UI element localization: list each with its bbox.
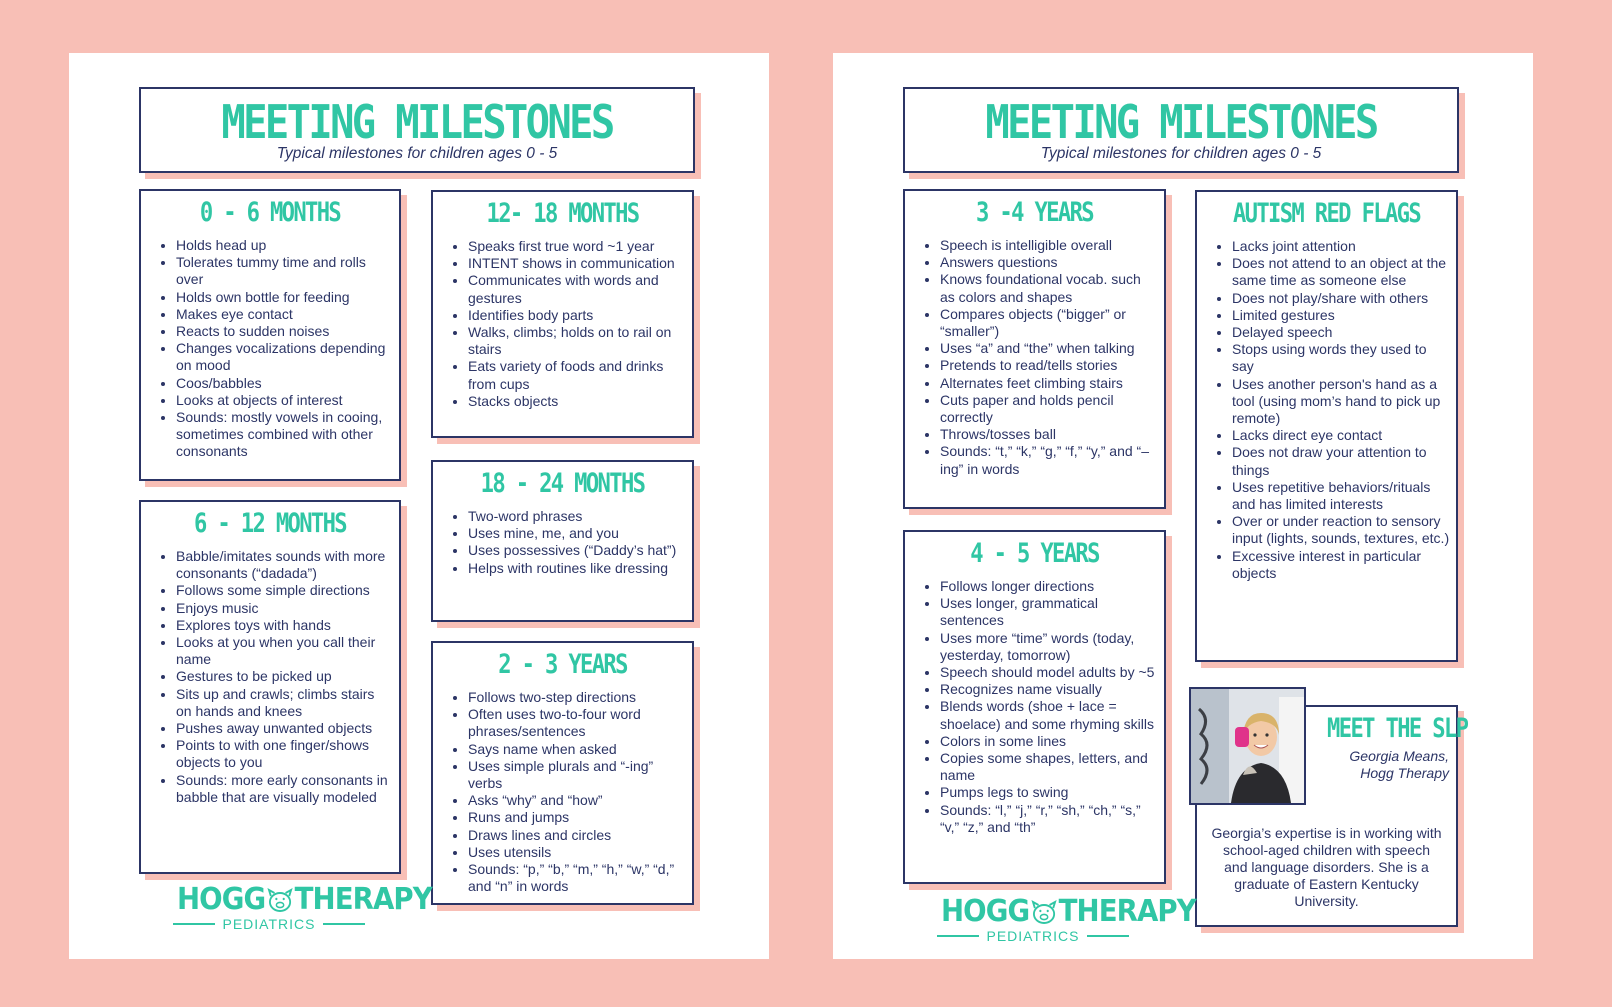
milestone-list xyxy=(141,237,399,461)
slp-photo-image xyxy=(1191,689,1304,803)
page-1 xyxy=(69,53,769,959)
milestone-item: • Stacks objects xyxy=(468,393,686,410)
milestone-item: • Makes eye contact xyxy=(176,306,393,323)
milestone-item: • Pushes away unwanted objects xyxy=(176,720,393,737)
pig-icon xyxy=(1030,900,1058,926)
slp-name-line-2: Hogg Therapy xyxy=(1360,765,1449,781)
logo-subtitle: PEDIATRICS xyxy=(986,928,1080,944)
milestone-item: • Says name when asked xyxy=(468,741,686,758)
milestone-list xyxy=(905,237,1164,478)
page-2-header xyxy=(903,87,1459,173)
section-title: 3 -4 YEARS xyxy=(976,197,1093,228)
section-title: 4 - 5 YEARS xyxy=(970,538,1099,569)
milestone-item: • Blends words (shoe + lace = shoelace) and some rhyming skills xyxy=(940,698,1158,732)
milestone-item: • Recognizes name visually xyxy=(940,681,1158,698)
section-title: 6 - 12 MONTHS xyxy=(194,508,346,539)
milestone-item: • Holds head up xyxy=(176,237,393,254)
milestone-item: • Enjoys music xyxy=(176,600,393,617)
milestone-item: • Stops using words they used to say xyxy=(1232,341,1450,375)
milestone-list xyxy=(1197,238,1456,582)
milestone-item: • Sits up and crawls; climbs stairs on hands and knees xyxy=(176,686,393,720)
milestone-item: • Uses longer, grammatical sentences xyxy=(940,595,1158,629)
milestone-item: • Explores toys with hands xyxy=(176,617,393,634)
page-subtitle: Typical milestones for children ages 0 - 5 xyxy=(1040,145,1322,162)
milestone-item: • Excessive interest in particular objects xyxy=(1232,548,1450,582)
milestone-item: • Uses simple plurals and “-ing” verbs xyxy=(468,758,686,792)
milestone-item: • Helps with routines like dressing xyxy=(468,560,686,577)
milestone-list xyxy=(141,548,399,806)
page-1-header xyxy=(139,87,695,173)
section-18-24-months xyxy=(431,460,694,622)
milestone-item: • Sounds: “t,” “k,” “g,” “f,” “y,” and “–ing” in words xyxy=(940,443,1158,477)
milestone-item: • Cuts paper and holds pencil correctly xyxy=(940,392,1158,426)
logo-text-left: HOGG xyxy=(177,882,266,917)
milestone-item: • Tolerates tummy time and rolls over xyxy=(176,254,393,288)
milestone-item: • Gestures to be picked up xyxy=(176,668,393,685)
milestone-item: • Sounds: “p,” “b,” “m,” “h,” “w,” “d,” and “n” in words xyxy=(468,861,686,895)
milestone-item: • Pretends to read/tells stories xyxy=(940,357,1158,374)
milestone-item: • Sounds: mostly vowels in cooing, sometimes combined with other consonants xyxy=(176,409,393,461)
slp-bio: Georgia’s expertise is in working with school-aged children with speech and language disorders. She is a graduate of Eastern Kentucky University. xyxy=(1211,825,1442,909)
slp-title: MEET THE SLP xyxy=(1327,713,1468,744)
milestone-item: • Lacks direct eye contact xyxy=(1232,427,1450,444)
milestone-list xyxy=(905,578,1164,836)
milestone-item: • Uses repetitive behaviors/rituals and has limited interests xyxy=(1232,479,1450,513)
milestone-item: • Knows foundational vocab. such as colors and shapes xyxy=(940,271,1158,305)
milestone-list xyxy=(433,238,692,410)
milestone-item: • Often uses two-to-four word phrases/sentences xyxy=(468,706,686,740)
slp-photo xyxy=(1189,687,1306,805)
milestone-item: • Limited gestures xyxy=(1232,307,1450,324)
hogg-therapy-logo xyxy=(169,882,432,932)
milestone-item: • Answers questions xyxy=(940,254,1158,271)
milestone-item: • Coos/babbles xyxy=(176,375,393,392)
section-0-6-months xyxy=(139,189,401,481)
milestone-item: • Pumps legs to swing xyxy=(940,784,1158,801)
milestone-item: • Does not draw your attention to things xyxy=(1232,444,1450,478)
milestone-item: • Looks at objects of interest xyxy=(176,392,393,409)
milestone-item: • Does not play/share with others xyxy=(1232,290,1450,307)
milestone-item: • Two-word phrases xyxy=(468,508,686,525)
milestone-item: • Delayed speech xyxy=(1232,324,1450,341)
section-title: AUTISM RED FLAGS xyxy=(1232,198,1421,229)
milestone-item: • Colors in some lines xyxy=(940,733,1158,750)
milestone-item: • Uses mine, me, and you xyxy=(468,525,686,542)
page-title: MEETING MILESTONES xyxy=(985,95,1377,149)
milestone-item: • Uses utensils xyxy=(468,844,686,861)
section-2-3-years xyxy=(431,641,694,905)
milestone-item: • Copies some shapes, letters, and name xyxy=(940,750,1158,784)
milestone-item: • Walks, climbs; holds on to rail on stairs xyxy=(468,324,686,358)
slp-name-line-1: Georgia Means, xyxy=(1349,748,1449,764)
milestone-item: • Reacts to sudden noises xyxy=(176,323,393,340)
page-subtitle: Typical milestones for children ages 0 - 5 xyxy=(276,145,558,162)
milestone-item: • Speech should model adults by ~5 xyxy=(940,664,1158,681)
milestone-item: • Runs and jumps xyxy=(468,809,686,826)
milestone-item: • Asks “why” and “how” xyxy=(468,792,686,809)
page-2 xyxy=(833,53,1533,959)
milestone-item: • Speaks first true word ~1 year xyxy=(468,238,686,255)
milestone-item: • Speech is intelligible overall xyxy=(940,237,1158,254)
logo-subtitle: PEDIATRICS xyxy=(222,916,316,932)
milestone-item: • Uses possessives (“Daddy’s hat”) xyxy=(468,542,686,559)
logo-text-right: THERAPY xyxy=(1058,894,1196,929)
milestone-item: • Communicates with words and gestures xyxy=(468,272,686,306)
section-4-5-years xyxy=(903,530,1166,884)
milestone-item: • Uses more “time” words (today, yesterday, tomorrow) xyxy=(940,630,1158,664)
milestone-item: • Uses “a” and “the” when talking xyxy=(940,340,1158,357)
section-title: 2 - 3 YEARS xyxy=(498,649,627,680)
milestone-item: • Holds own bottle for feeding xyxy=(176,289,393,306)
section-title: 12- 18 MONTHS xyxy=(486,198,639,229)
section-title: 18 - 24 MONTHS xyxy=(480,468,645,499)
section-autism-red-flags xyxy=(1195,190,1458,662)
milestone-item: • Sounds: “l,” “j,” “r,” “sh,” “ch,” “s,” “v,” “z,” and “th” xyxy=(940,802,1158,836)
milestone-item: • Changes vocalizations depending on mood xyxy=(176,340,393,374)
logo-text-left: HOGG xyxy=(941,894,1030,929)
milestone-list xyxy=(433,689,692,895)
logo-text-right: THERAPY xyxy=(294,882,432,917)
hogg-therapy-logo xyxy=(933,894,1196,944)
section-3-4-years xyxy=(903,189,1166,509)
milestone-item: • Identifies body parts xyxy=(468,307,686,324)
milestone-item: • Follows two-step directions xyxy=(468,689,686,706)
section-12-18-months xyxy=(431,190,694,438)
milestone-list xyxy=(433,508,692,577)
milestone-item: • Follows longer directions xyxy=(940,578,1158,595)
milestone-item: • Compares objects (“bigger” or “smaller”) xyxy=(940,306,1158,340)
milestone-item: • Throws/tosses ball xyxy=(940,426,1158,443)
page-title: MEETING MILESTONES xyxy=(221,95,613,149)
milestone-item: • Eats variety of foods and drinks from cups xyxy=(468,358,686,392)
milestone-item: • INTENT shows in communication xyxy=(468,255,686,272)
pig-icon xyxy=(266,888,294,914)
section-title: 0 - 6 MONTHS xyxy=(199,197,341,228)
milestone-item: • Babble/imitates sounds with more consonants (“dadada”) xyxy=(176,548,393,582)
milestone-item: • Alternates feet climbing stairs xyxy=(940,375,1158,392)
milestone-item: • Over or under reaction to sensory input (lights, sounds, textures, etc.) xyxy=(1232,513,1450,547)
section-6-12-months xyxy=(139,500,401,874)
milestone-item: • Uses another person's hand as a tool (using mom’s hand to pick up remote) xyxy=(1232,376,1450,428)
milestone-item: • Looks at you when you call their name xyxy=(176,634,393,668)
milestone-item: • Points to with one finger/shows objects to you xyxy=(176,737,393,771)
milestone-item: • Sounds: more early consonants in babble that are visually modeled xyxy=(176,772,393,806)
milestone-item: • Does not attend to an object at the same time as someone else xyxy=(1232,255,1450,289)
milestone-item: • Draws lines and circles xyxy=(468,827,686,844)
milestone-item: • Lacks joint attention xyxy=(1232,238,1450,255)
milestone-item: • Follows some simple directions xyxy=(176,582,393,599)
